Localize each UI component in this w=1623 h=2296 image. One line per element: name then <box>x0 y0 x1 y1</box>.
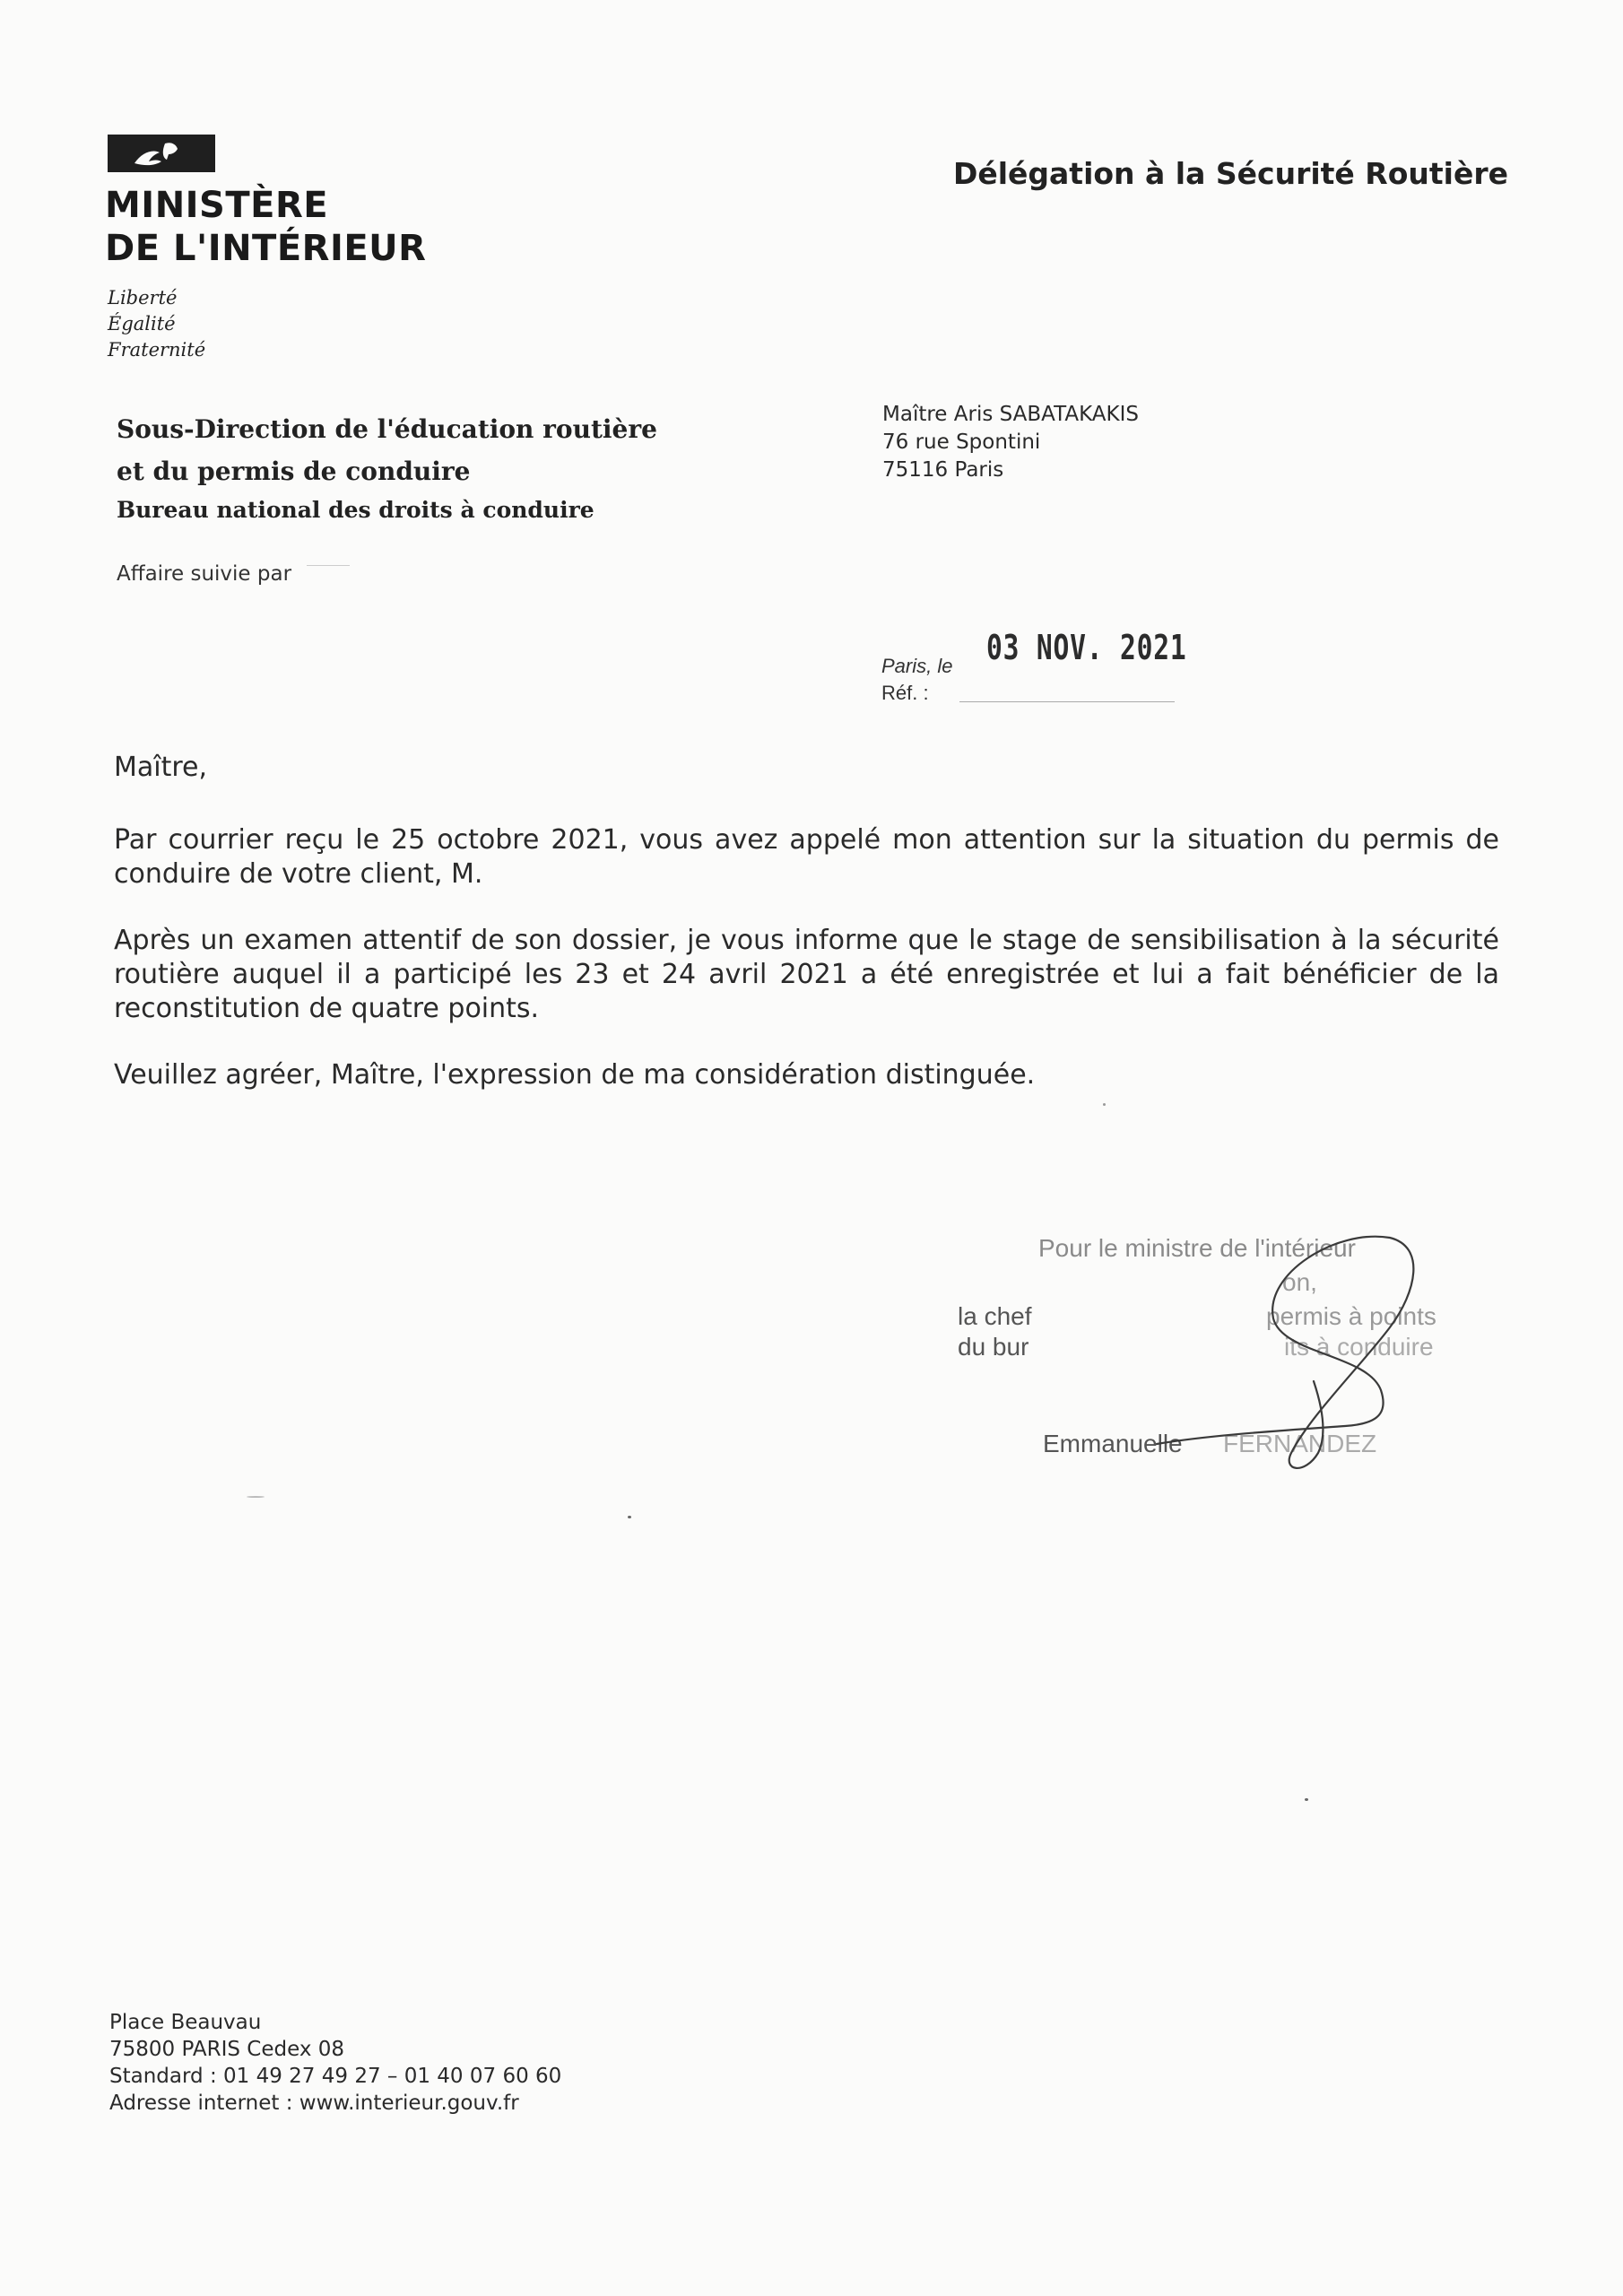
marianne-icon <box>108 133 215 174</box>
affaire-suivie-label: Affaire suivie par <box>117 562 292 586</box>
footer-line-1: Place Beauvau <box>109 2011 262 2034</box>
handwritten-signature-icon <box>1139 1211 1426 1480</box>
sender-line-1: Sous-Direction de l'éducation routière <box>117 414 657 444</box>
closing-paragraph: Veuillez agréer, Maître, l'expression de ma considération distinguée. <box>114 1059 1036 1091</box>
sender-line-2: et du permis de conduire <box>117 457 471 486</box>
date-stamp: 03 NOV. 2021 <box>986 628 1187 667</box>
salutation: Maître, <box>114 752 208 783</box>
signatory-last-name: FERNANDEZ <box>1223 1430 1377 1457</box>
footer-line-4: Adresse internet : www.interieur.gouv.fr <box>109 2092 519 2115</box>
republic-motto <box>108 285 205 363</box>
delegation-title: Délégation à la Sécurité Routière <box>952 156 1508 191</box>
signature-line-1: Pour le ministre de l'intérieur <box>1038 1234 1356 1262</box>
scan-speck <box>628 1516 631 1518</box>
affaire-divider <box>307 565 350 566</box>
signatory-first-name: Emmanuelle <box>1043 1430 1183 1457</box>
date-place-label: Paris, le <box>881 655 953 677</box>
ministry-name <box>105 184 426 270</box>
footer-line-2: 75800 PARIS Cedex 08 <box>109 2038 345 2061</box>
ministry-line-2: DE L'INTÉRIEUR <box>105 228 427 269</box>
scan-speck <box>247 1496 265 1498</box>
motto-egalite: Égalité <box>108 313 176 335</box>
marianne-logo <box>108 133 215 174</box>
addressee-street: 76 rue Spontini <box>882 430 1041 454</box>
footer-line-3: Standard : 01 49 27 49 27 – 01 40 07 60 60 <box>109 2065 562 2088</box>
paragraph-2: Après un examen attentif de son dossier, je vous informe que le stage de sensibilisation à la sécurité routière auquel il a participé les 23 et 24 avril 2021 a été enregistrée et lui a fait bénéficier de la reconstitution de quatre points. <box>114 925 1499 1024</box>
sender-department <box>117 408 657 528</box>
signature-line-4a: du bur <box>958 1333 1029 1361</box>
motto-liberte: Liberté <box>108 287 178 309</box>
addressee-name: Maître Aris SABATAKAKIS <box>882 403 1139 426</box>
scan-speck <box>1305 1798 1308 1801</box>
signature-line-4b: its à conduire <box>1284 1333 1434 1361</box>
scan-speck <box>1103 1103 1106 1106</box>
motto-fraternite: Fraternité <box>108 339 206 361</box>
signature-line-3b: permis à points <box>1266 1302 1436 1330</box>
footer-address <box>109 2009 561 2117</box>
addressee-block <box>882 401 1139 484</box>
signature-line-2: on, <box>1282 1268 1317 1296</box>
reference-label: Réf. : <box>881 682 929 704</box>
addressee-city: 75116 Paris <box>882 458 1004 482</box>
reference-underline <box>959 701 1175 702</box>
sender-line-3: Bureau national des droits à conduire <box>117 497 595 523</box>
ministry-line-1: MINISTÈRE <box>105 185 329 226</box>
signature-line-3a: la chef <box>958 1302 1032 1330</box>
paragraph-1: Par courrier reçu le 25 octobre 2021, vous avez appelé mon attention sur la situation du permis de conduire de votre client, M. <box>114 824 1499 890</box>
